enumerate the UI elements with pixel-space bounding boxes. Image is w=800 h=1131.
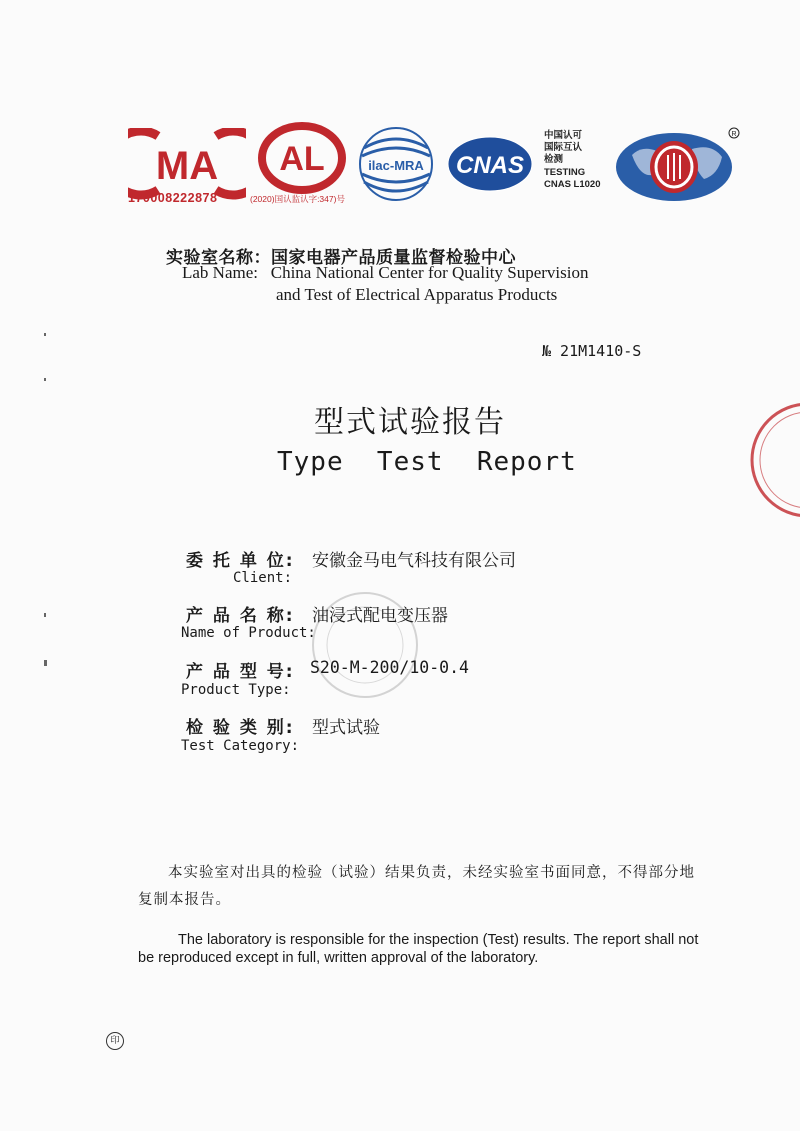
field-value-product-type: S20-M-200/10-0.4 <box>310 658 469 677</box>
cma-text: MA <box>155 144 219 188</box>
disclaimer-cn <box>138 860 698 914</box>
cnas-logo <box>446 135 534 193</box>
print-mark-icon: 印 <box>106 1032 124 1050</box>
report-number: № 21M1410-S <box>542 342 642 360</box>
lab-name-cn: 实验室名称：国家电器产品质量监督检验中心 <box>166 248 516 268</box>
ilac-text: ilac-MRA <box>368 158 424 173</box>
cal-logo <box>258 122 346 194</box>
cnas-line: 中国认可 <box>544 130 583 141</box>
ilac-mra-logo <box>356 126 436 202</box>
cma-number: 170008222878 <box>128 191 218 205</box>
cal-text: AL <box>279 140 325 178</box>
disclaimer-en-text: The laboratory is responsible for the inspection (Test) results. The report shall not be reproduced except in full, written approval of the laboratory. <box>138 932 699 966</box>
scan-speck <box>44 660 47 666</box>
field-label-cn: 委 托 单 位: <box>186 551 295 571</box>
field-label-en: Product Type: <box>181 682 291 698</box>
disclaimer-cn-text: 本实验室对出具的检验（试验）结果负责，未经实验室书面同意，不得部分地复制本报告。 <box>138 865 695 908</box>
cal-number: (2020)国认监认字:347)号 <box>250 194 345 204</box>
field-label-en: Name of Product: <box>181 625 316 641</box>
scan-speck <box>44 333 46 336</box>
globe-logo <box>612 125 742 203</box>
scan-speck <box>44 613 46 617</box>
field-label-en: Client: <box>233 570 293 586</box>
field-label-en: Test Category: <box>181 738 300 754</box>
scan-speck <box>44 378 46 381</box>
title-en: Type Test Report <box>277 447 577 477</box>
lab-name-en-line1: Lab Name: China National Center for Quality Supervision <box>182 263 589 282</box>
cnas-line: 检测 <box>544 154 564 166</box>
cnas-line: TESTING <box>544 166 586 178</box>
field-label-cn: 检 验 类 别: <box>186 718 295 738</box>
cnas-text: CNAS <box>455 152 525 179</box>
lab-name-en-line2: and Test of Electrical Apparatus Products <box>276 285 558 304</box>
title-cn: 型式试验报告 <box>314 405 506 440</box>
cnas-accreditation-text <box>544 130 601 191</box>
red-seal <box>748 395 800 525</box>
cnas-line: CNAS L1020 <box>544 178 601 190</box>
field-value-client: 安徽金马电气科技有限公司 <box>312 551 516 571</box>
disclaimer-en <box>138 931 718 967</box>
field-value-test-category: 型式试验 <box>312 718 380 738</box>
cnas-line: 国际互认 <box>544 142 583 154</box>
field-value-product-name: 油浸式配电变压器 <box>312 606 448 626</box>
svg-text:R: R <box>731 131 737 138</box>
field-label-cn: 产 品 名 称: <box>186 606 295 626</box>
field-label-cn: 产 品 型 号: <box>186 662 295 682</box>
